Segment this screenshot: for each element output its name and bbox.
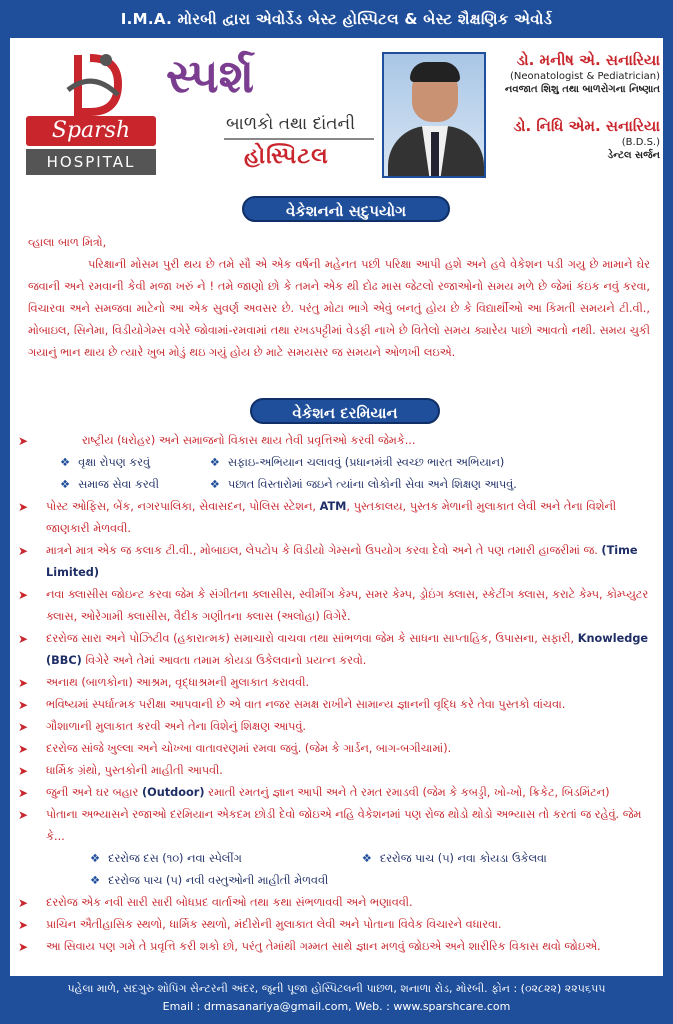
list-item: ➤ આ સિવાય પણ ગમે તે પ્રવૃત્તિ કરી શકો છો, પરંતુ તેમાંથી ગમ્મત સાથે જ્ઞાન મળવું જોઇએ અને શારીરિક વિકાસ થવો જોઇએ.	[18, 936, 658, 958]
list-item: ➤ અનાથ (બાળકોના) આશ્રમ, વૃદ્ધાશ્રમની મુલાકાત કરાવવી.	[18, 672, 658, 694]
diamond-icon: ❖	[209, 456, 220, 469]
doctor-1-degree: (Neonatologist & Pediatrician)	[510, 71, 660, 82]
list-item: ➤ ગૌશાળાની મુલાકાત કરવી અને તેના વિશેનું શિક્ષણ આપવું.	[18, 716, 658, 738]
top-banner: I.M.A. મોરબી દ્વારા એવોર્ડેડ બેસ્ટ હોસ્પિટલ & બેસ્ટ શૈક્ષણિક એવોર્ડ	[120, 10, 553, 28]
brand-title: સ્પર્શ	[166, 49, 255, 103]
doctor-photo	[382, 52, 486, 178]
arrow-icon: ➤	[18, 500, 29, 514]
arrow-icon: ➤	[18, 544, 29, 558]
diamond-icon: ❖	[60, 456, 71, 469]
logo-hospital-text: HOSPITAL	[26, 149, 156, 175]
doctor-1	[490, 50, 660, 96]
arrow-icon: ➤	[18, 808, 29, 822]
sub-list: ❖ વૃક્ષા રોપણ કરવું ❖ સફાઇ-અભિયાન ચલાવવું (પ્રધાનમંત્રી સ્વચ્છ ભારત અભિયાન)	[60, 456, 505, 469]
brand-divider	[224, 138, 374, 140]
list-item: ➤ ભવિષ્યમાં સ્પર્ધાત્મક પરીક્ષા આપવાની છે એ વાત નજર સમક્ષ રાખીને સામાન્ય જ્ઞાનની વૃદ્ધિ કરે તેવા પુસ્તકો વાંચવા.	[18, 694, 658, 716]
arrow-icon: ➤	[18, 720, 29, 734]
footer-address: પહેલા માળે, સદગુરુ શોપિંગ સેન્ટરની અંદર, જૂની પૂજા હોસ્પિટલની પાછળ, શનાળા રોડ, મોરબી. ફોન : (૦૨૮૨૨) ૨૨૫૬૫૫	[67, 982, 606, 995]
arrow-icon: ➤	[18, 676, 29, 690]
logo-sparsh-text: Sparsh	[26, 116, 156, 146]
list-item: ➤ માત્રને માત્ર એક જ કલાક ટી.વી., મોબાઇલ, લેપટોપ કે વિડીયો ગેમ્સનો ઉપયોગ કરવા દેવો અને તે પણ તમારી હાજરીમાં જ. (Time Limited)	[18, 540, 658, 584]
diamond-icon: ❖	[90, 874, 101, 887]
diamond-icon: ❖	[60, 478, 71, 491]
list-item: ➤ ધાર્મિક ગ્રંથો, પુસ્તકોની માહીતી આપવી.	[18, 760, 658, 782]
footer	[0, 980, 673, 1024]
list-item: ➤ પોસ્ટ ઓફિસ, બેંક, નગરપાલિકા, સેવાસદન, પોલિસ સ્ટેશન, ATM, પુસ્તકાલય, પુસ્તક મેળાની મુલાકાત લેવી અને તેના વિશેની જાણકારી મેળવવી.	[18, 496, 658, 540]
doctors-block	[490, 50, 660, 185]
poster-sheet	[10, 38, 663, 976]
arrow-icon: ➤	[18, 588, 29, 602]
sub-list: ❖ સમાજ સેવા કરવી ❖ પછાત વિસ્તારોમાં જઇને ત્યાંના લોકોની સેવા અને શિક્ષણ આપવું.	[60, 478, 517, 491]
list-item: ➤ નવા ક્લાસીસ જોઇન્ટ કરવા જેમ કે સંગીતના ક્લાસીસ, સ્વીમીંગ કેમ્પ, સમર કેમ્પ, ડ્રોઇંગ ક્લાસ, સ્કેટીંગ ક્લાસ, કરાટે કેમ્પ, કોમ્પ્યુટર ક્લાસ, ઓરેગામી ક્લાસીસ, વૈદીક ગણીતના ક્લાસ (અલોહા) વિગેરે.	[18, 584, 658, 628]
doctor-2-degree: (B.D.S.)	[621, 137, 660, 148]
brand-block	[166, 48, 376, 183]
list-item: ➤ જુની અને ઘર બહાર (Outdoor) રમાતી રમતનું જ્ઞાન આપી અને તે રમત રમાડવી (જેમ કે કબડ્ડી, ખો-ખો, ક્રિકેટ, બિડમિંટન)	[18, 782, 658, 804]
list-item: ➤ દરરોજ એક નવી સારી સારી બોધપ્રદ વાર્તાઓ તથા કથા સંભળાવવી અને ભણાવવી.	[18, 892, 658, 914]
doctor-2-name: ડો. નિધિ એમ. સનારિયા	[513, 117, 660, 135]
diamond-icon: ❖	[209, 478, 220, 491]
brand-hospital: હોસ્પિટલ	[244, 144, 329, 169]
diamond-icon: ❖	[90, 852, 101, 865]
doctor-2	[490, 116, 660, 162]
intro-paragraph: પરિક્ષાની મોસમ પુરી થય છે તમે સૌ એ એક વર્ષની મહેનત પછી પરિક્ષા આપી હશે અને હવે વેકેશન પડી ગયુ છે મામાને ઘેર જવાની અને રમવાની કેવી મજા ખરું ને ! તમે જાણો છો કે તમને એક થી દોઢ માસ જેટલો રજાઓનો સમય મળે છે જેમાં કંઇક નવું કરવા, વિચારવા અને સમજવા માટેનો આ એક સુવર્ણ અવસર છે. પરંતુ મોટા ભાગે એવું બનતું હોય છે કે વિદ્યાર્થીઓ આ કિમતી સમયને ટી.વી., મોબાઇલ, સિનેમા, વિડીયોગેમ્સ વગેરે જોવામાં-રમવામાં તથા રખડપટ્ટીમાં વેડફી નાખે છે વિતેલો સમય ક્યારેય પાછો આવતો નથી. સમય ચુકી ગયાનું ભાન થાય છે ત્યારે ખુબ મોડું થઇ ગયું હોય છે માટે સમયસર જ સમયને ઓળખી લઇએ.	[28, 258, 650, 359]
list-item: ➤ દરરોજ સાંજે ખુલ્લા અને ચોખ્ખા વાતાવરણમાં રમવા જવું. (જેમ કે ગાર્ડન, બાગ-બગીચામાં).	[18, 738, 658, 760]
arrow-icon: ➤	[18, 742, 29, 756]
sub-list: ❖ દરરોજ દસ (૧૦) નવા સ્પેલીંગ ❖ દરરોજ પાચ (૫) નવા કોયડા ઉકેલવા	[90, 852, 547, 865]
list-item: ➤ દરરોજ સારા અને પોઝિટીવ (હકારાત્મક) સમાચારો વાચવા તથા સાંભળવા જેમ કે સાધના સાપ્તાહિક, ઉપાસના, સફારી, Knowledge (BBC) વિગેરે અને તેમાં આવતા તમામ કોયડા ઉકેલવાનો પ્રયત્ન કરવો.	[18, 628, 658, 672]
arrow-icon: ➤	[18, 764, 29, 778]
doctor-1-name: ડો. મનીષ એ. સનારિયા	[516, 51, 660, 69]
footer-contact: Email : drmasanariya@gmail.com, Web. : www.sparshcare.com	[162, 1000, 511, 1013]
list-item: ➤ પ્રાચિન ઐતીહાસિક સ્થળો, ધાર્મિક સ્થળો, મંદીરોની મુલાકાત લેવી અને પોતાના વિવેક વિચારને વધારવા.	[18, 914, 658, 936]
doctor-2-role: ડેન્ટલ સર્જન	[607, 150, 660, 161]
sub-list: ❖ દરરોજ પાચ (૫) નવી વસ્તુઓની માહીતી મેળવવી	[90, 874, 329, 887]
arrow-icon: ➤	[18, 940, 29, 954]
arrow-icon: ➤	[18, 698, 29, 712]
activity-list	[18, 430, 658, 958]
logo-mark-icon	[48, 50, 138, 120]
arrow-icon: ➤	[18, 632, 29, 646]
arrow-icon: ➤	[18, 896, 29, 910]
doctor-1-role: નવજાત શિશુ તથા બાળરોગના નિષ્ણાત	[504, 84, 660, 95]
arrow-icon: ➤	[18, 918, 29, 932]
hospital-logo	[26, 50, 156, 180]
list-item: ➤ રાષ્ટ્રીય (ધરોહર) અને સમાજનો વિકાસ થાય તેવી પ્રવૃત્તિઓ કરવી જેમકે...	[18, 430, 658, 452]
diamond-icon: ❖	[361, 852, 372, 865]
greeting: વ્હાલા બાળ મિત્રો,	[28, 236, 107, 249]
header	[10, 38, 663, 188]
section-heading-1: વેકેશનનો સદુપયોગ	[242, 196, 450, 222]
arrow-icon: ➤	[18, 786, 29, 800]
list-item: ➤ પોતાના અભ્યાસને રજાઓ દરમિયાન એકદમ છોડી દેવો જોઇએ નહિ વેકેશનમાં પણ રોજ થોડો થોડો અભ્યાસ તો કરતાં જ રહેવું. જેમ કે...	[18, 804, 658, 848]
intro-text	[28, 232, 650, 364]
brand-subtitle: બાળકો તથા દાંતની	[226, 114, 356, 134]
section-heading-2: વેકેશન દરમિયાન	[250, 398, 440, 424]
arrow-icon: ➤	[18, 434, 29, 448]
